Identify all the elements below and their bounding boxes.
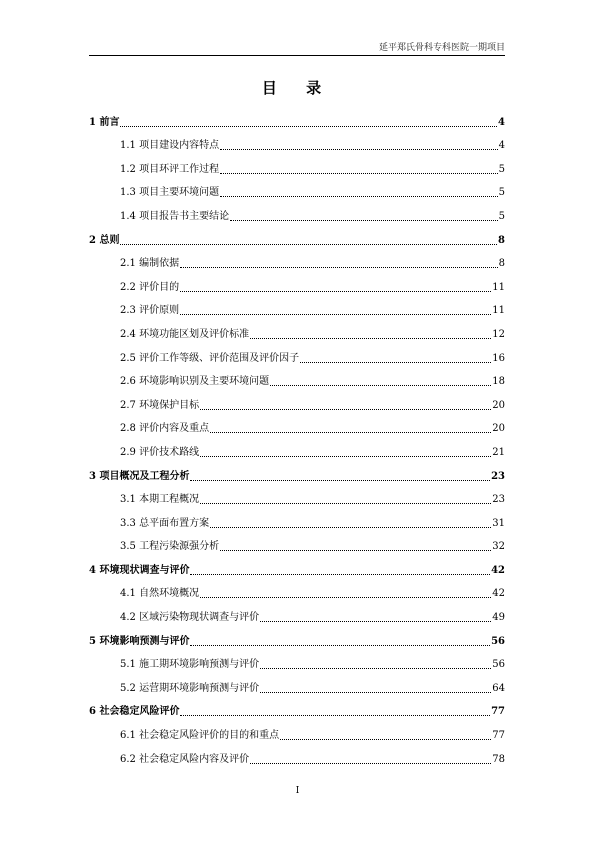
toc-dot-leader — [220, 172, 498, 174]
toc-entry-label: 5.1 施工期环境影响预测与评价 — [120, 659, 260, 671]
toc-dot-leader — [230, 219, 498, 221]
toc-entry-label: 3.5 工程污染源强分析 — [120, 541, 220, 553]
toc-section-entry[interactable] — [89, 248, 505, 272]
toc-section-entry[interactable] — [89, 130, 505, 154]
toc-page-number: 8 — [498, 234, 505, 246]
toc-entry-label: 2.6 环境影响识别及主要环境问题 — [120, 376, 270, 388]
toc-entry-label: 1.2 项目环评工作过程 — [120, 163, 220, 175]
toc-chapter-entry[interactable] — [89, 106, 505, 130]
toc-dot-leader — [300, 361, 491, 363]
header-divider — [89, 55, 505, 56]
toc-dot-leader — [250, 762, 491, 764]
toc-dot-leader — [220, 148, 498, 150]
toc-title: 目 录 — [261, 79, 334, 97]
toc-page-number: 8 — [498, 258, 505, 270]
toc-section-entry[interactable] — [89, 366, 505, 390]
toc-page-number: 12 — [492, 328, 505, 340]
toc-page-number: 16 — [492, 352, 505, 364]
toc-page-number: 11 — [492, 281, 505, 293]
toc-entry-label: 6 社会稳定风险评价 — [89, 706, 180, 718]
toc-page-number: 18 — [492, 376, 505, 388]
toc-section-entry[interactable] — [89, 719, 505, 743]
toc-page-number: 11 — [492, 305, 505, 317]
toc-dot-leader — [180, 313, 491, 315]
toc-dot-leader — [200, 502, 491, 504]
toc-dot-leader — [200, 596, 491, 598]
toc-page-number: 77 — [491, 706, 505, 718]
toc-dot-leader — [180, 266, 498, 268]
toc-dot-leader — [190, 479, 490, 481]
toc-entry-label: 2.1 编制依据 — [120, 258, 180, 270]
toc-dot-leader — [120, 125, 497, 127]
toc-page-number: 20 — [492, 423, 505, 435]
toc-entry-label: 2.4 环境功能区划及评价标准 — [120, 328, 250, 340]
toc-dot-leader — [190, 573, 490, 575]
toc-page-number: 64 — [492, 682, 505, 694]
toc-page-number: 23 — [491, 470, 505, 482]
toc-page-number: 31 — [492, 517, 505, 529]
toc-chapter-entry[interactable] — [89, 625, 505, 649]
toc-dot-leader — [200, 408, 491, 410]
header-title: 延平郑氏骨科专科医院一期项目 — [378, 43, 505, 53]
toc-section-entry[interactable] — [89, 200, 505, 224]
toc-dot-leader — [260, 667, 491, 669]
toc-dot-leader — [280, 738, 491, 740]
toc-section-entry[interactable] — [89, 177, 505, 201]
footer-page-number: I — [295, 786, 300, 796]
toc-section-entry[interactable] — [89, 413, 505, 437]
toc-entry-label: 4.2 区域污染物现状调查与评价 — [120, 612, 260, 624]
toc-dot-leader — [210, 431, 491, 433]
toc-section-entry[interactable] — [89, 271, 505, 295]
toc-entry-label: 1 前言 — [89, 116, 120, 128]
toc-section-entry[interactable] — [89, 601, 505, 625]
toc-chapter-entry[interactable] — [89, 460, 505, 484]
toc-chapter-entry[interactable] — [89, 696, 505, 720]
toc-entry-label: 6.2 社会稳定风险内容及评价 — [120, 753, 250, 765]
toc-dot-leader — [210, 526, 491, 528]
toc-dot-leader — [250, 337, 491, 339]
toc-dot-leader — [260, 691, 491, 693]
toc-page-number: 78 — [492, 753, 505, 765]
toc-dot-leader — [200, 455, 491, 457]
toc-page-number: 32 — [492, 541, 505, 553]
toc-entry-label: 2.5 评价工作等级、评价范围及评价因子 — [120, 352, 300, 364]
toc-chapter-entry[interactable] — [89, 224, 505, 248]
toc-entry-label: 2 总则 — [89, 234, 120, 246]
toc-section-entry[interactable] — [89, 342, 505, 366]
toc-section-entry[interactable] — [89, 153, 505, 177]
toc-page-number: 20 — [492, 399, 505, 411]
toc-dot-leader — [120, 243, 497, 245]
toc-page-number: 77 — [492, 730, 505, 742]
toc-entry-label: 3.3 总平面布置方案 — [120, 517, 210, 529]
toc-section-entry[interactable] — [89, 507, 505, 531]
toc-dot-leader — [180, 290, 491, 292]
toc-section-entry[interactable] — [89, 484, 505, 508]
toc-entry-label: 2.9 评价技术路线 — [120, 446, 200, 458]
toc-page-number: 5 — [498, 210, 505, 222]
toc-page-number: 5 — [498, 163, 505, 175]
toc-entry-label: 2.2 评价目的 — [120, 281, 180, 293]
toc-entry-label: 1.1 项目建设内容特点 — [120, 140, 220, 152]
toc-page-number: 4 — [498, 116, 505, 128]
table-of-contents — [89, 106, 505, 767]
toc-page-number: 23 — [492, 494, 505, 506]
toc-section-entry[interactable] — [89, 672, 505, 696]
toc-page-number: 42 — [491, 564, 505, 576]
toc-section-entry[interactable] — [89, 531, 505, 555]
toc-dot-leader — [260, 620, 491, 622]
toc-dot-leader — [270, 384, 491, 386]
toc-page-number: 21 — [492, 446, 505, 458]
toc-entry-label: 3 项目概况及工程分析 — [89, 470, 190, 482]
toc-entry-label: 2.7 环境保护目标 — [120, 399, 200, 411]
toc-dot-leader — [220, 549, 491, 551]
toc-section-entry[interactable] — [89, 649, 505, 673]
toc-entry-label: 4.1 自然环境概况 — [120, 588, 200, 600]
toc-page-number: 42 — [492, 588, 505, 600]
toc-entry-label: 2.8 评价内容及重点 — [120, 423, 210, 435]
toc-entry-label: 3.1 本期工程概况 — [120, 494, 200, 506]
toc-dot-leader — [220, 195, 498, 197]
toc-chapter-entry[interactable] — [89, 554, 505, 578]
toc-entry-label: 5 环境影响预测与评价 — [89, 635, 190, 647]
toc-page-number: 4 — [498, 140, 505, 152]
toc-section-entry[interactable] — [89, 295, 505, 319]
toc-entry-label: 6.1 社会稳定风险评价的目的和重点 — [120, 730, 280, 742]
toc-section-entry[interactable] — [89, 578, 505, 602]
toc-section-entry[interactable] — [89, 436, 505, 460]
toc-section-entry[interactable] — [89, 389, 505, 413]
toc-section-entry[interactable] — [89, 743, 505, 767]
toc-entry-label: 4 环境现状调查与评价 — [89, 564, 190, 576]
toc-entry-label: 5.2 运营期环境影响预测与评价 — [120, 682, 260, 694]
toc-page-number: 5 — [498, 187, 505, 199]
toc-dot-leader — [180, 714, 490, 716]
toc-entry-label: 2.3 评价原则 — [120, 305, 180, 317]
toc-entry-label: 1.4 项目报告书主要结论 — [120, 210, 230, 222]
toc-dot-leader — [190, 644, 490, 646]
toc-entry-label: 1.3 项目主要环境问题 — [120, 187, 220, 199]
toc-page-number: 56 — [491, 635, 505, 647]
toc-section-entry[interactable] — [89, 318, 505, 342]
toc-page-number: 49 — [492, 612, 505, 624]
toc-page-number: 56 — [492, 659, 505, 671]
